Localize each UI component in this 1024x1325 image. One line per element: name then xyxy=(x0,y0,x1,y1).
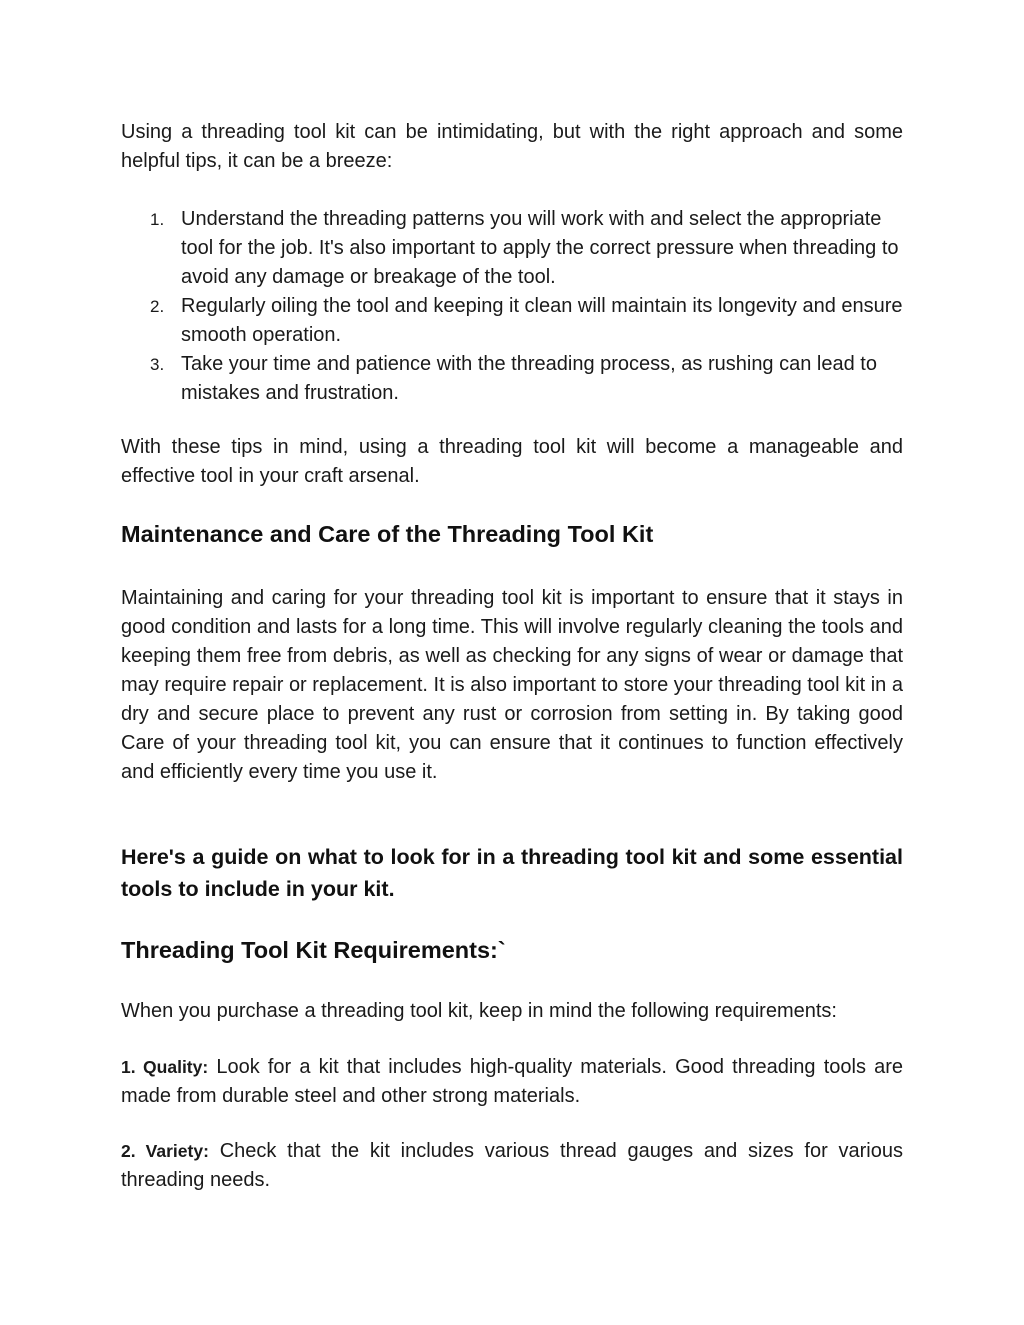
maintenance-paragraph: Maintaining and caring for your threading tool kit is important to ensure that it stays in good condition and lasts for a long time. This will involve regularly cleaning the tools and keeping them free from debris, as well as checking for any signs of wear or damage that may require repair or replacement. It is also important to store your threading tool kit in a dry and secure place to prevent any rust or corrosion from setting in. By taking good Care of your threading tool kit, you can ensure that it continues to function effectively and efficiently every time you use it. xyxy=(121,587,903,783)
requirement-label: 2. Variety: xyxy=(121,1141,209,1161)
requirement-item xyxy=(121,1053,903,1111)
list-item-number: 1. xyxy=(150,210,165,229)
requirement-label: 1. Quality: xyxy=(121,1057,209,1077)
requirement-item xyxy=(121,1137,903,1195)
conclusion-paragraph: With these tips in mind, using a threading tool kit will become a manageable and effective tool in your craft arsenal. xyxy=(121,436,903,487)
list-item-number: 3. xyxy=(150,355,165,374)
list-item-text: Take your time and patience with the threading process, as rushing can lead to mistakes and frustration. xyxy=(181,353,877,404)
list-item-text: Regularly oiling the tool and keeping it clean will maintain its longevity and ensure smooth operation. xyxy=(181,295,903,346)
list-item xyxy=(121,350,903,408)
list-item xyxy=(121,205,903,292)
guide-paragraph: Here's a guide on what to look for in a threading tool kit and some essential tools to include in your kit. xyxy=(121,845,903,901)
tips-list xyxy=(121,205,903,408)
list-item-text: Understand the threading patterns you will work with and select the appropriate tool for the job. It's also important to apply the correct pressure when threading to avoid any damage or breakage of the tool. xyxy=(181,208,899,288)
requirements-heading: Threading Tool Kit Requirements:` xyxy=(121,937,506,963)
intro-paragraph: Using a threading tool kit can be intimidating, but with the right approach and some helpful tips, it can be a breeze: xyxy=(121,121,903,172)
requirement-text: Check that the kit includes various thread gauges and sizes for various threading needs. xyxy=(121,1140,903,1191)
maintenance-heading: Maintenance and Care of the Threading Tool Kit xyxy=(121,521,654,547)
list-item xyxy=(121,292,903,350)
list-item-number: 2. xyxy=(150,297,165,316)
requirements-intro: When you purchase a threading tool kit, keep in mind the following requirements: xyxy=(121,1000,837,1022)
requirement-text: Look for a kit that includes high-quality materials. Good threading tools are made from durable steel and other strong materials. xyxy=(121,1056,904,1107)
